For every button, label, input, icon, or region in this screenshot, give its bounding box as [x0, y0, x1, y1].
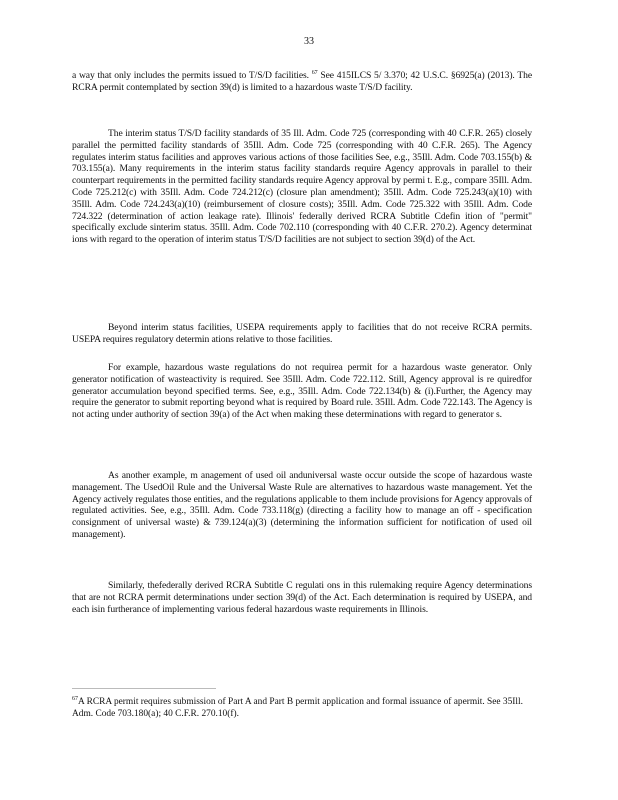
paragraph-1-continued: See 415ILCS 5/ 3.370; 42 U.S.C. §6925(a) (2013). The RCRA permit contemplated by section 39(d) is limited to a hazardous waste T/S/D facility.: [72, 70, 532, 93]
footnote-divider: [72, 688, 216, 689]
paragraph-4: For example, hazardous waste regulations do not requirea permit for a hazardous waste generator. Only generator notification of wasteactivity is required. See 35Ill. Adm. Code 722.112. Still, Agency approval is re quiredfor generator accumulation beyond specified terms. See, e.g., 35Ill. Adm. Code 722.134(b) & (i).Further, the Agency may require the generator to submit reporting beyond what is required by Board rule. 35Ill. Adm. Code 722.143. The Agency is not acting under authority of section 39(a) of the Act when making these determinations with regard to generator s.: [72, 362, 532, 421]
paragraph-1: [72, 70, 532, 94]
footnote-text: A RCRA permit requires submission of Part A and Part B permit application and formal issuance of apermit. See 35Ill. Adm. Code 703.180(a); 40 C.F.R. 270.10(f).: [72, 697, 523, 719]
paragraph-3: Beyond interim status facilities, USEPA requirements apply to facilities that do not receive RCRA permits. USEPA requires regulatory determin ations relative to those facilities.: [72, 322, 532, 345]
page-number: 33: [304, 36, 314, 47]
paragraph-5: As another example, m anagement of used oil anduniversal waste occur outside the scope of hazardous waste management. The UsedOil Rule and the Universal Waste Rule are alternatives to hazardous waste management. Yet the Agency actively regulates those entities, and the regulations applicable to them include provisions for Agency approvals of regulated activities. See, e.g., 35Ill. Adm. Code 733.118(g) (directing a facility how to manage an off - specification consignment of universal waste) & 739.124(a)(3) (determining the information sufficient for notification of used oil management).: [72, 470, 532, 540]
paragraph-1-text: a way that only includes the permits issued to T/S/D facilities.: [72, 70, 312, 81]
footnote-reference: 67: [311, 69, 318, 76]
footnote-marker: 67: [72, 695, 78, 702]
footnote: [72, 697, 532, 720]
paragraph-6: Similarly, thefederally derived RCRA Subtitle C regulati ons in this rulemaking require Agency determinations that are not RCRA permit determinations under section 39(d) of the Act. Each determination is required by USEPA, and each isin furtherance of implementing various federal hazardous waste requirements in Illinois.: [72, 580, 532, 615]
paragraph-2: The interim status T/S/D facility standards of 35 Ill. Adm. Code 725 (corresponding with 40 C.F.R. 265) closely parallel the permitted facility standards of 35Ill. Adm. Code 725 (corresponding with 40 C.F.R. 265). The Agency regulates interim status facilities and approves various actions of those facilities See, e.g., 35Ill. Adm. Code 703.155(b) & 703.155(a). Many requirements in the interim status facility standards require Agency approvals in parallel to their counterpart requirements in the permitted facility standards require Agency approval by permi t. E.g., compare 35Ill. Adm. Code 725.212(c) with 35Ill. Adm. Code 724.212(c) (closure plan amendment); 35Ill. Adm. Code 725.243(a)(10) with 35Ill. Adm. Code 724.243(a)(10) (reimbursement of closure costs); 35Ill. Adm. Code 725.322 with 35Ill. Adm. Code 724.322 (determination of action leakage rate). Illinois' federally derived RCRA Subtitle Cdefin ition of "permit" specifically exclude sinterim status. 35Ill. Adm. Code 702.110 (corresponding with 40 C.F.R. 270.2). Agency determinat ions with regard to the operation of interim status T/S/D facilities are not subject to section 39(d) of the Act.: [72, 128, 532, 246]
